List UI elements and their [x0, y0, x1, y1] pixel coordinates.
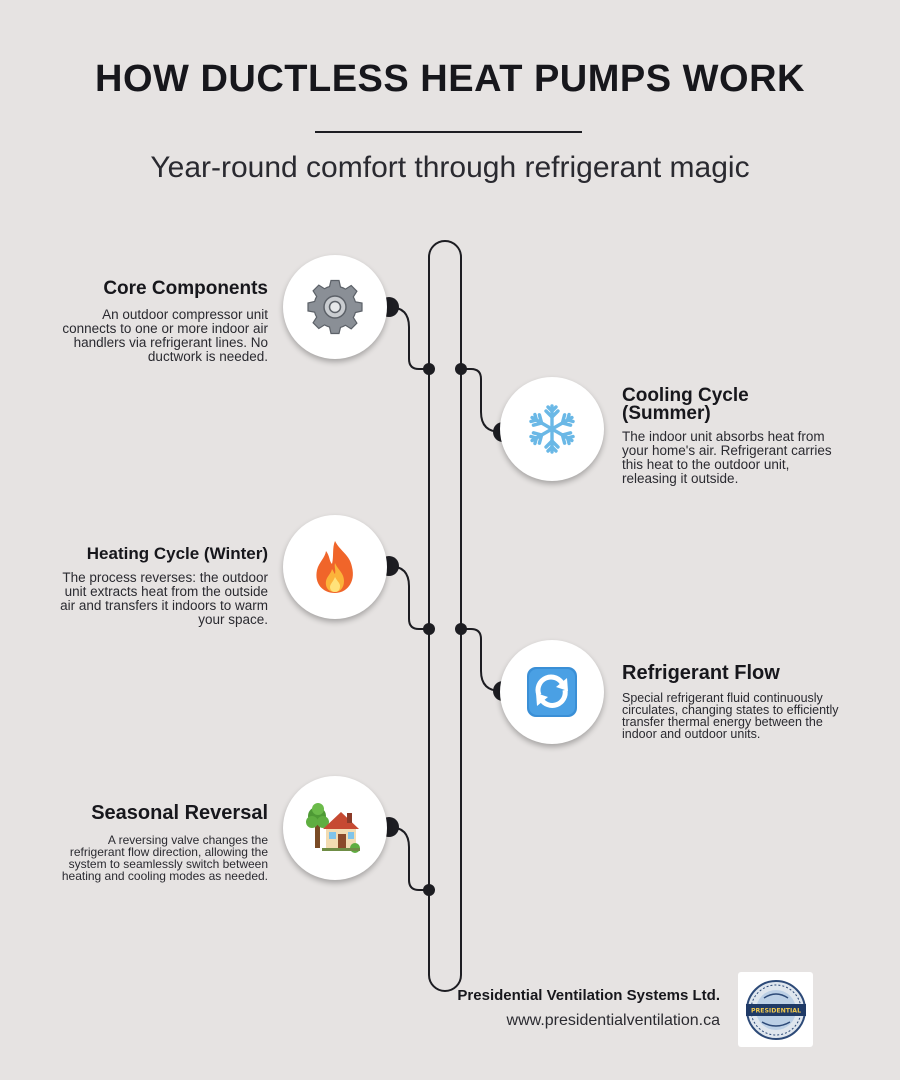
core-components-title: Core Components	[103, 278, 268, 299]
company-name: Presidential Ventilation Systems Ltd.	[457, 987, 720, 1004]
cooling-cycle-title: Cooling Cycle (Summer)	[622, 385, 749, 424]
fire-icon	[310, 539, 360, 595]
presidential-seal-icon	[744, 978, 808, 1042]
connector-cooling-cycle	[461, 369, 501, 432]
junction-refrigerant-flow	[455, 623, 467, 635]
cooling-cycle-badge	[500, 377, 604, 481]
heating-cycle-badge	[283, 515, 387, 619]
connector-core-components	[389, 307, 429, 369]
logo-text: PRESIDENTIAL	[750, 1007, 801, 1014]
junction-core-components	[423, 363, 435, 375]
seasonal-reversal-title: Seasonal Reversal	[91, 802, 268, 824]
cooling-cycle-text: The indoor unit absorbs heat from your home's air. Refrigerant carries this heat to the outdoor unit, releasing it outside.	[622, 429, 832, 486]
seasonal-reversal-text: A reversing valve changes the refrigerant flow direction, allowing the system to seamlessly switch between heating and cooling modes as needed.	[61, 833, 268, 883]
page-subtitle: Year-round comfort through refrigerant magic	[150, 151, 750, 184]
connector-seasonal-reversal	[389, 827, 429, 890]
refrigerant-flow-title: Refrigerant Flow	[622, 662, 780, 684]
core-components-badge	[283, 255, 387, 359]
refrigerant-flow-badge	[500, 640, 604, 744]
junction-heating-cycle	[423, 623, 435, 635]
cycle-arrows-icon	[525, 665, 579, 719]
connector-heating-cycle	[389, 566, 429, 629]
connector-refrigerant-flow	[461, 629, 501, 691]
junction-cooling-cycle	[455, 363, 467, 375]
heating-cycle-title: Heating Cycle (Winter)	[86, 544, 268, 563]
core-components-text: An outdoor compressor unit connects to one or more indoor air handlers via refrigerant lines. No ductwork is needed.	[62, 307, 268, 364]
gear-icon	[307, 279, 363, 335]
seasonal-reversal-badge	[283, 776, 387, 880]
company-website[interactable]: www.presidentialventilation.ca	[506, 1012, 720, 1029]
heating-cycle-text: The process reverses: the outdoor unit extracts heat from the outside air and transfers it indoors to warm your space.	[60, 570, 268, 627]
page-title: HOW DUCTLESS HEAT PUMPS WORK	[95, 58, 805, 100]
refrigerant-flow-text: Special refrigerant fluid continuously circulates, changing states to efficiently transfer thermal energy between the indoor and outdoor units.	[622, 691, 839, 741]
company-logo	[738, 972, 813, 1047]
house-tree-icon	[306, 800, 364, 856]
pipe-loop	[429, 241, 461, 991]
junction-seasonal-reversal	[423, 884, 435, 896]
snowflake-icon	[525, 402, 579, 456]
